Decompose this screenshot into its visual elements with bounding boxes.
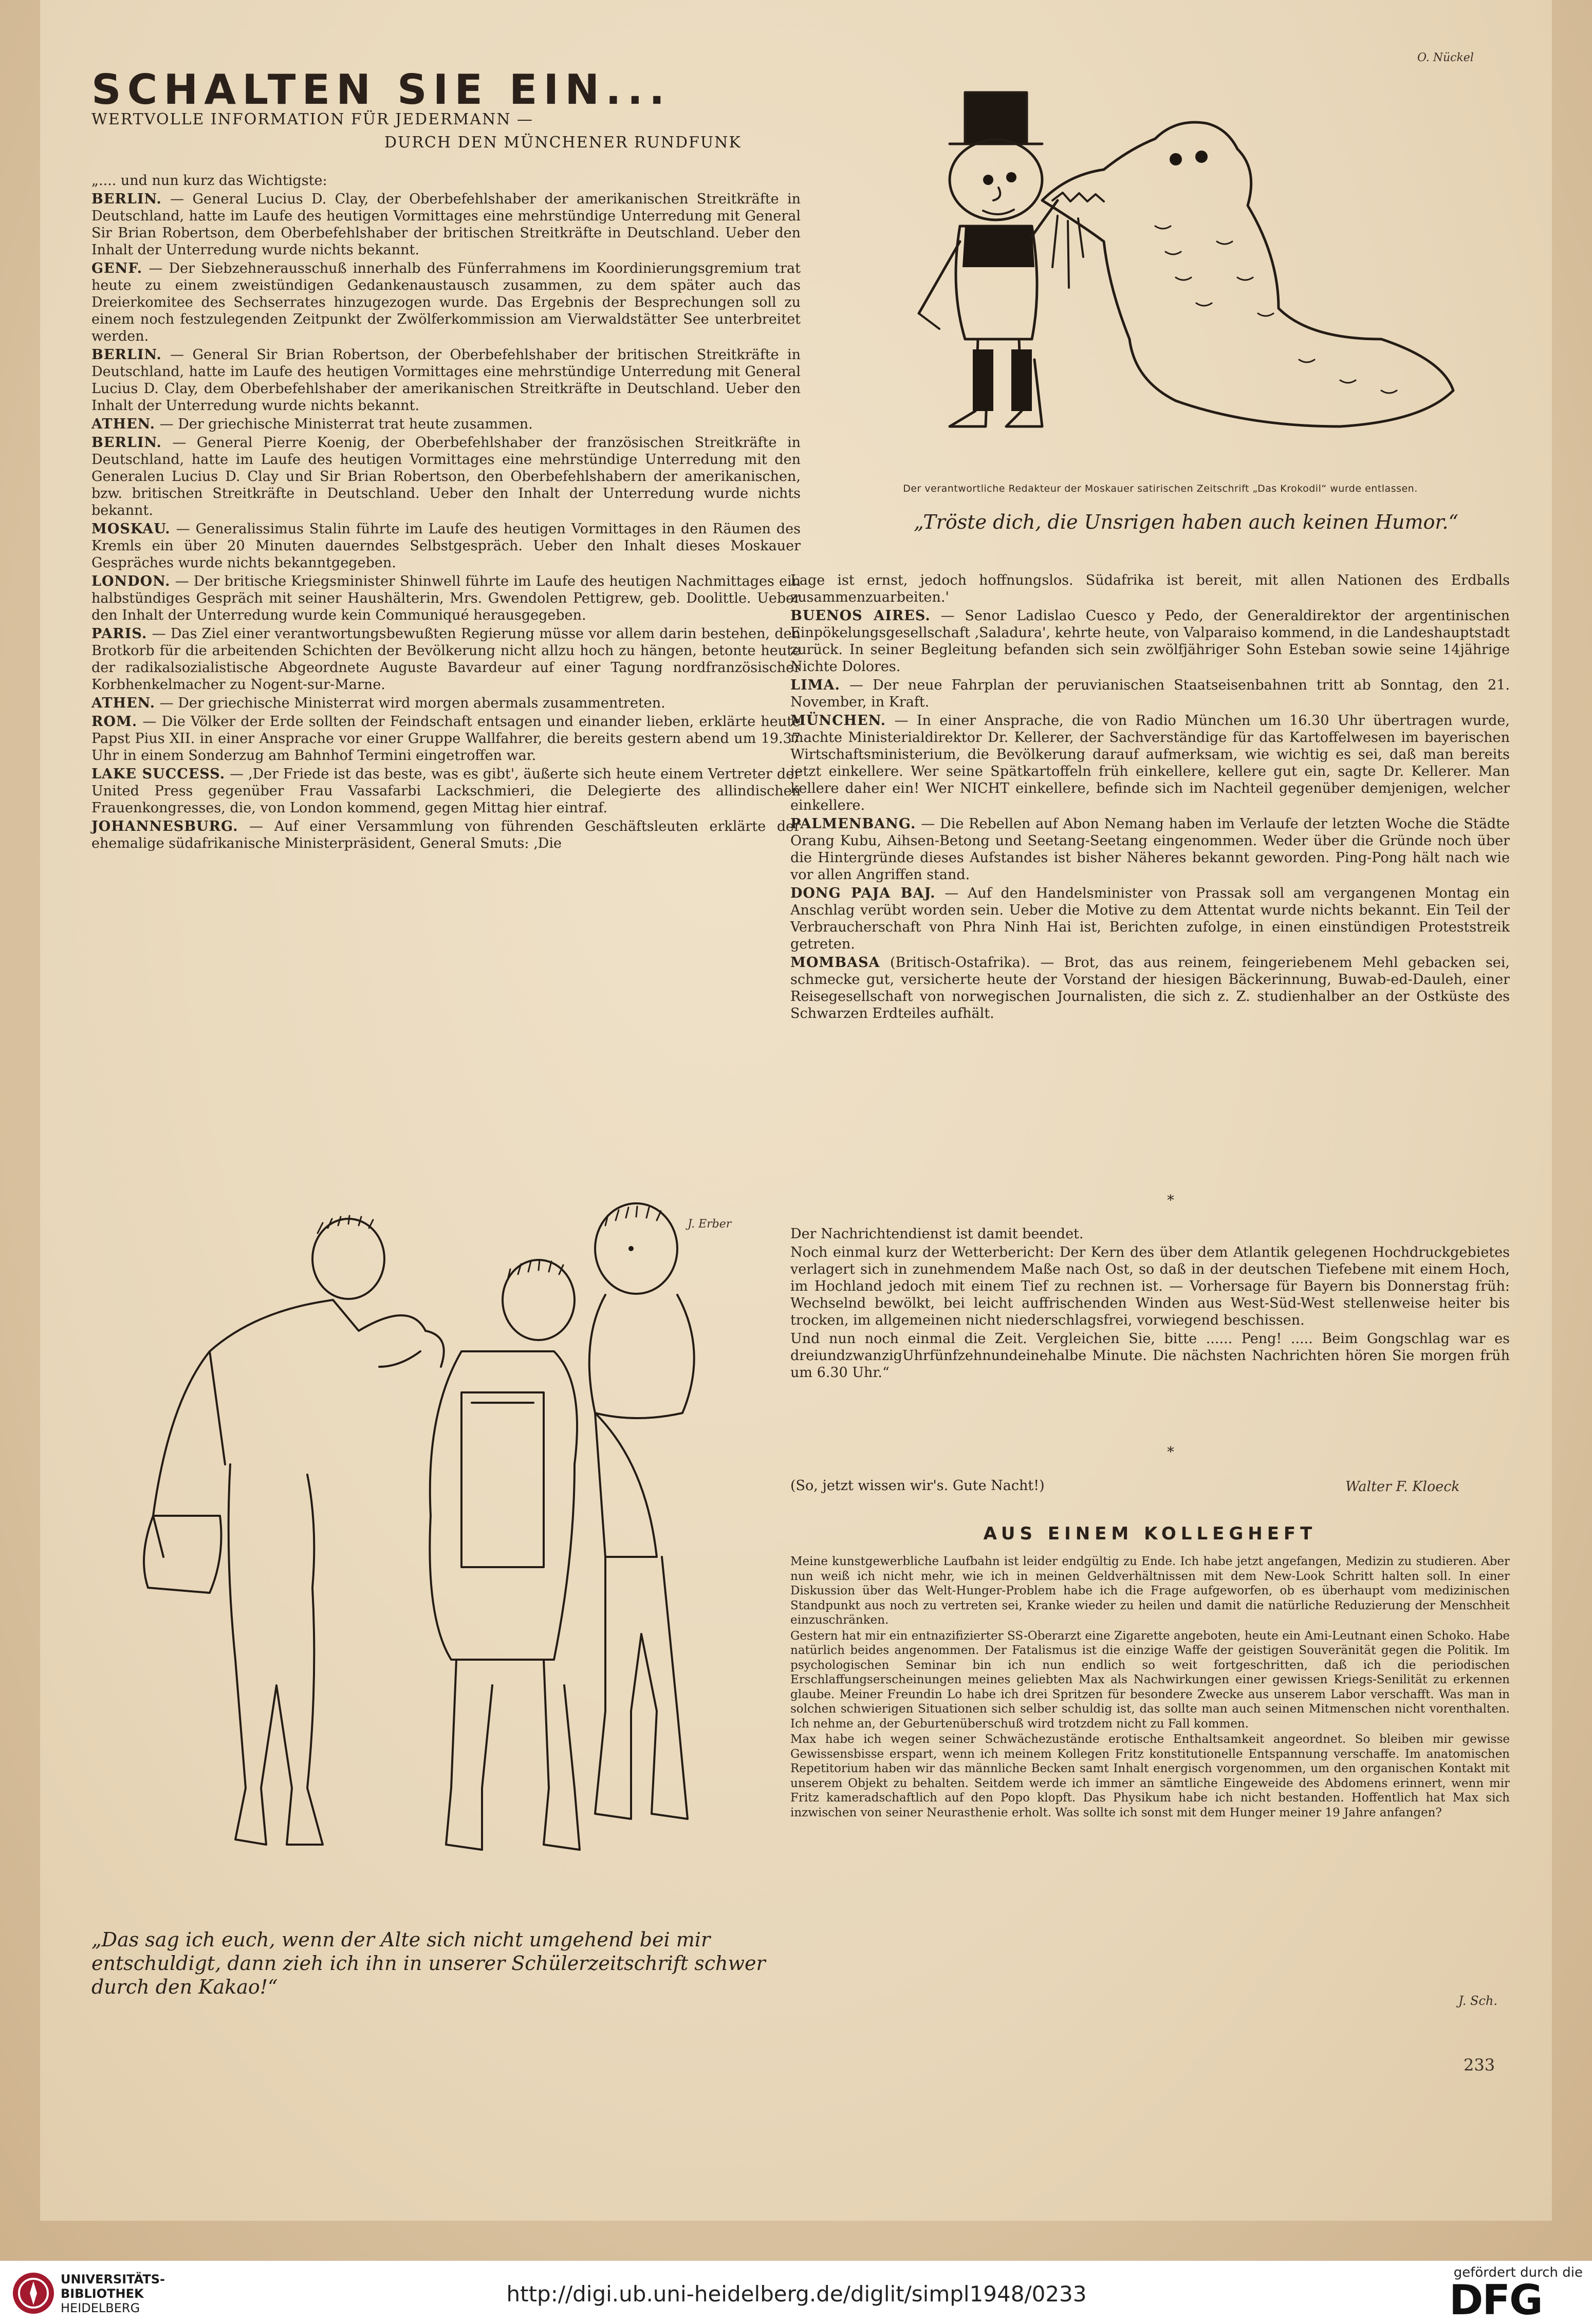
signoff-author: Walter F. Kloeck bbox=[1345, 1479, 1460, 1495]
right-news-text: — Die Rebellen auf Abon Nemang haben im Verlaufe der letzten Woche die Städte Orang Kubu, Aihsen-Betong und Seetang-Seetang eingenommen. Weder über die Gründe noch über die Hintergründe dieses Aufstandes ist bisher Näheres bekannt geworden. Ping-Pong hält nach wie vor allen Angriffen stand. bbox=[790, 816, 1510, 883]
article-headline: SCHALTEN SIE EIN... bbox=[91, 66, 671, 114]
left-news-item bbox=[91, 191, 801, 258]
left-news-dateline: BERLIN. bbox=[91, 347, 162, 363]
right-news-item bbox=[790, 712, 1510, 814]
closing-paragraph: Noch einmal kurz der Wetterbericht: Der Kern des über dem Atlantik gelegenen Hochdruckgebietes verlagert sich in zunehmendem Maße nach Ost, so daß in der deutschen Tiefebene mit einem Hoch, im Hochland jedoch mit einem Tief zu rechnen ist. — Vorhersage für Bayern bis Donnerstag früh: Wechselnd bewölkt, bei leicht auffrischenden Winden aus West-Süd-West stellenweise heiter bis trocken, im allgemeinen nicht niederschlagsfrei, vorwiegend beschissen. bbox=[790, 1244, 1510, 1328]
bottom-cartoon-caption: „Das sag ich euch, wenn der Alte sich nicht umgehend bei mir entschuldigt, dann zieh ich ihn in unserer Schülerzeitschrift schwer durch den Kakao!“ bbox=[91, 1928, 766, 1998]
left-news-item bbox=[91, 434, 801, 519]
right-news-item bbox=[790, 677, 1510, 711]
left-news-dateline: PARIS. bbox=[91, 626, 147, 642]
left-news-text: — Der britische Kriegsminister Shinwell führte im Laufe des heutigen Nachmittages ein halbstündiges Gespräch mit seiner Haushälterin, Mrs. Gwendolen Pettigrew, geb. Doolittle. Ueber den Inhalt der Unterredung wurde kein Communiqué herausgegeben. bbox=[91, 573, 801, 623]
left-news-item bbox=[91, 520, 801, 571]
left-news-item bbox=[91, 818, 801, 852]
kolleg-author: J. Sch. bbox=[1458, 1994, 1497, 2008]
left-news-dateline: ATHEN. bbox=[91, 416, 156, 432]
digitization-footer bbox=[0, 2261, 1592, 2323]
right-news-column bbox=[790, 572, 1510, 1024]
kolleg-paragraph: Max habe ich wegen seiner Schwächezustände erotische Enthaltsamkeit angeordnet. So bleiben mir gewisse Gewissensbisse erspart, wenn ich meinem Kollegen Fritz konstitutionelle Entspannung verschaffe. Im anatomischen Repetitorium haben wir das männliche Becken samt Inhalt energisch vorgenommen, um den organischen Kontakt mit unserem Objekt zu behalten. Seitdem werde ich immer an sämtliche Eingeweide des Abdomens erinnert, wenn mir Fritz kameradschaftlich auf den Popo klopft. Das Physikum habe ich nicht bestanden. Hoffentlich hat Max sich inzwischen von seiner Neurasthenie erholt. Was sollte ich sonst mit dem Hunger meiner 19 Jahre anfangen? bbox=[790, 1733, 1510, 1819]
left-news-dateline: GENF. bbox=[91, 261, 143, 276]
closing-paragraph: Der Nachrichtendienst ist damit beendet. bbox=[790, 1226, 1084, 1242]
left-news-item bbox=[91, 573, 801, 624]
separator-asterisk-1: * bbox=[1167, 1193, 1174, 1209]
intro-line: „.... und nun kurz das Wichtigste: bbox=[91, 173, 327, 189]
right-news-item bbox=[790, 885, 1510, 953]
left-news-text: — General Lucius D. Clay, der Oberbefehlshaber der amerikanischen Streitkräfte in Deutschland, hatte im Laufe des heutigen Vormittages eine mehrstündige Unterredung mit General Sir Brian Robertson, dem Oberbefehlshaber der britischen Streitkräfte in Deutschland. Ueber den Inhalt der Unterredung wurde nichts bekannt. bbox=[91, 191, 801, 258]
left-news-column bbox=[91, 172, 801, 853]
right-news-text: (Britisch-Ostafrika). — Brot, das aus reinem, feingeriebenem Mehl gebacken sei, schmecke gut, versicherte heute der Vorstand der hiesigen Bäckerinnung, Buwab-ed-Dauleh, einer Reisegesellschaft von norwegischen Journalisten, die sich z. Z. studienhalber an der Ostküste des Schwarzen Erdteiles aufhält. bbox=[790, 955, 1510, 1021]
right-news-text: — Auf den Handelsminister von Prassak soll am vergangenen Montag ein Anschlag verübt worden sein. Ueber die Motive zu dem Attentat wurde nichts bekannt. Ein Teil der Verbraucherschaft von Phra Ninh Hai ist, Berichten zufolge, in einen einstündigen Proteststreik getreten. bbox=[790, 885, 1510, 952]
kolleg-body bbox=[790, 1554, 1510, 1821]
left-news-text: — General Pierre Koenig, der Oberbefehlshaber der französischen Streitkräfte in Deutschland, hatte im Laufe des heutigen Vormittages eine mehrstündige Unterredung mit den Generalen Lucius D. Clay und Sir Brian Robertson, den Oberbefehlshabern der amerikanischen, bzw. britischen Streitkräfte in Deutschland. Ueber den Inhalt der Unterredung wurde nichts bekannt. bbox=[91, 435, 801, 518]
bottom-cartoon-artist: J. Erber bbox=[688, 1218, 732, 1231]
left-news-dateline: MOSKAU. bbox=[91, 521, 171, 537]
top-cartoon-artist: O. Nückel bbox=[1417, 51, 1474, 64]
left-news-item bbox=[91, 346, 801, 414]
left-news-dateline: LAKE SUCCESS. bbox=[91, 766, 226, 782]
left-news-text: — General Sir Brian Robertson, der Oberbefehlshaber der britischen Streitkräfte in Deutschland, hatte im Laufe des heutigen Vormittages eine mehrstündige Unterredung mit General Lucius D. Clay, dem Oberbefehlshaber der amerikanischen Streitkräfte in Deutschland. Ueber den Inhalt der Unterredung wurde nichts bekannt. bbox=[91, 347, 801, 414]
right-news-item bbox=[790, 572, 1510, 606]
crocodile-cartoon-illustration bbox=[888, 72, 1505, 468]
kolleg-title: AUS EINEM KOLLEGHEFT bbox=[983, 1523, 1317, 1544]
left-news-text: — Der griechische Ministerrat trat heute zusammen. bbox=[159, 416, 533, 432]
left-news-item bbox=[91, 766, 801, 816]
left-news-dateline: ATHEN. bbox=[91, 695, 156, 711]
left-news-item bbox=[91, 416, 801, 433]
right-news-item bbox=[790, 815, 1510, 883]
source-url-link[interactable]: http://digi.ub.uni-heidelberg.de/diglit/simpl1948/0233 bbox=[506, 2281, 1087, 2307]
left-news-item bbox=[91, 713, 801, 764]
closing-paragraph: Und nun noch einmal die Zeit. Vergleichen Sie, bitte ...... Peng! ..... Beim Gongschlag war es dreiundzwanzigUhrfünfzehnundeinehalbe Minute. Die nächsten Nachrichten hören Sie morgen früh um 6.30 Uhr.“ bbox=[790, 1331, 1510, 1381]
kolleg-paragraph: Gestern hat mir ein entnazifizierter SS-Oberarzt eine Zigarette angeboten, heute ein Ami-Leutnant einen Schoko. Habe natürlich beides angenommen. Der Fatalismus ist die einzige Waffe der geistigen Souveränität gegen die Politik. Im psychologischen Seminar bin ich nun endlich so weit fortgeschritten, daß ich die periodischen Erschlaffungserscheinungen meines geliebten Max als Nachwirkungen einer gewissen Kriegs-Senilität zu erkennen glaube. Meiner Freundin Lo habe ich drei Spritzen für besondere Zwecke aus unserem Labor verschafft. Was man in solchen schwierigen Situationen sich selber schuldig ist, das sollte man auch seinen Mitmenschen nicht vorenthalten. Ich nehme an, der Geburtenüberschuß wird trotzdem nicht zu Fall kommen. bbox=[790, 1629, 1510, 1731]
left-news-text: — Generalissimus Stalin führte im Laufe des heutigen Vormittages in den Räumen des Kremls ein über 20 Minuten dauerndes Selbstgespräch. Ueber den Inhalt dieses Moskauer Gespräches wurde nichts bekanntgegeben. bbox=[91, 521, 801, 571]
left-news-text: — Auf einer Versammlung von führenden Geschäftsleuten erklärte der ehemalige südafrikanische Ministerpräsident, General Smuts: ‚Die bbox=[91, 819, 801, 851]
sponsor-text: gefördert durch die bbox=[1453, 2265, 1583, 2280]
separator-asterisk-2: * bbox=[1167, 1444, 1174, 1460]
left-news-text: — Das Ziel einer verantwortungsbewußten Regierung müsse vor allem darin bestehen, den Brotkorb für die arbeitenden Schichten der Bevölkerung nicht allzu hoch zu hängen, betonte heute der radikalsozialistische Abgeordnete Auguste Bavardeur auf einer Tagung nordfranzösischer Korbhenkelmacher zu Nogent-sur-Marne. bbox=[91, 626, 801, 693]
closing-section bbox=[790, 1225, 1510, 1383]
right-news-item bbox=[790, 607, 1510, 675]
right-news-text: — Senor Ladislao Cuesco y Pedo, der Generaldirektor der argentinischen Einpökelungsgesellschaft ‚Saladura', kehrte heute, von Valparaiso kommend, in die Landeshauptstadt zurück. In seiner Begleitung befanden sich sein zwölfjähriger Sohn Esteban sowie seine 14jährige Nichte Dolores. bbox=[790, 608, 1510, 675]
left-news-item bbox=[91, 260, 801, 345]
right-news-dateline: MÜNCHEN. bbox=[790, 713, 886, 729]
top-cartoon-caption-small: Der verantwortliche Redakteur der Moskauer satirischen Zeitschrift „Das Krokodil“ wurde entlassen. bbox=[903, 483, 1418, 494]
left-news-dateline: JOHANNESBURG. bbox=[91, 819, 238, 834]
right-news-text: Lage ist ernst, jedoch hoffnungslos. Südafrika ist bereit, mit allen Nationen des Erdballs zusammenzuarbeiten.' bbox=[790, 572, 1510, 605]
right-news-dateline: MOMBASA bbox=[790, 955, 880, 971]
page-number: 233 bbox=[1464, 2055, 1495, 2075]
schoolboys-cartoon-illustration bbox=[91, 1197, 790, 1927]
right-news-dateline: PALMENBANG. bbox=[790, 816, 916, 832]
right-news-dateline: DONG PAJA BAJ. bbox=[790, 885, 936, 901]
right-news-dateline: LIMA. bbox=[790, 677, 840, 693]
right-news-text: — In einer Ansprache, die von Radio München um 16.30 Uhr übertragen wurde, machte Ministerialdirektor Dr. Kellerer, der Sachverständige für das Kartoffelwesen im bayerischen Wirtschaftsministerium, die Bevölkerung darauf aufmerksam, wie wichtig es sei, daß man bereits jetzt einkellere. Wer seine Spätkartoffeln früh einkellere, kellere gut ein, sagte Dr. Kellerer. Man kellere daher ein! Wer NICHT einkellere, befinde sich im Nachteil gegenüber demjenigen, welcher einkellere. bbox=[790, 713, 1510, 813]
library-name bbox=[61, 2272, 165, 2315]
university-seal-icon bbox=[10, 2270, 57, 2316]
library-line-1: UNIVERSITÄTS- bbox=[61, 2272, 165, 2286]
left-news-dateline: BERLIN. bbox=[91, 191, 162, 207]
left-news-item bbox=[91, 625, 801, 693]
left-news-item bbox=[91, 695, 801, 712]
library-line-2: BIBLIOTHEK bbox=[61, 2286, 144, 2301]
dfg-logo: DFG bbox=[1449, 2276, 1542, 2324]
right-news-text: — Der neue Fahrplan der peruvianischen Staatseisenbahnen tritt ab Sonntag, den 21. November, in Kraft. bbox=[790, 677, 1510, 710]
left-news-text: — Der griechische Ministerrat wird morgen abermals zusammentreten. bbox=[159, 695, 665, 711]
magazine-page bbox=[40, 0, 1552, 2221]
right-news-dateline: BUENOS AIRES. bbox=[790, 608, 931, 624]
top-cartoon-caption: „Tröste dich, die Unsrigen haben auch keinen Humor.“ bbox=[914, 511, 1458, 533]
article-subhead-line-1: WERTVOLLE INFORMATION FÜR JEDERMANN — bbox=[91, 110, 534, 128]
left-news-text: — ‚Der Friede ist das beste, was es gibt', äußerte sich heute einem Vertreter der United Press gegenüber Frau Vassafarbi Lackschmieri, die Delegierte des allindischen Frauenkongresses, die, von London kommend, gegen Mittag hier eintraf. bbox=[91, 766, 801, 816]
signoff-text: (So, jetzt wissen wir's. Gute Nacht!) bbox=[790, 1478, 1045, 1494]
left-news-dateline: LONDON. bbox=[91, 573, 171, 589]
left-news-text: — Die Völker der Erde sollten der Feindschaft entsagen und einander lieben, erklärte heute Papst Pius XII. in einer Ansprache vor einer Gruppe Wallfahrer, die bereits gestern abend um 19.37 Uhr in einem Sonderzug am Bahnhof Termini eingetroffen war. bbox=[91, 714, 801, 764]
left-news-dateline: ROM. bbox=[91, 714, 138, 730]
left-news-text: — Der Siebzehnerausschuß innerhalb des Fünferrahmens im Koordinierungsgremium trat heute zu einem zweistündigen Gedankenaustausch zusammen, zu dem später auch das Dreierkomitee des Sechserrates hinzugezogen wurde. Das Ergebnis der Besprechungen soll zu einem noch festzulegenden Zeitpunkt der Zwölferkommission am Vierwaldstätter See unterbreitet werden. bbox=[91, 261, 801, 344]
kolleg-paragraph: Meine kunstgewerbliche Laufbahn ist leider endgültig zu Ende. Ich habe jetzt angefangen, Medizin zu studieren. Aber nun weiß ich nicht mehr, wie ich in meinen Geldverhältnissen mit dem New-Look Schritt halten soll. In einer Diskussion über das Welt-Hunger-Problem habe ich die Frage aufgeworfen, ob es überhaupt vom medizinischen Standpunkt aus noch zu vertreten sei, Kranke wieder zu heilen und damit die natürliche Reduzierung der Menschheit einzuschränken. bbox=[790, 1555, 1510, 1627]
article-subhead-line-2: DURCH DEN MÜNCHENER RUNDFUNK bbox=[384, 134, 742, 152]
right-news-item bbox=[790, 954, 1510, 1022]
left-news-dateline: BERLIN. bbox=[91, 435, 162, 451]
library-line-3: HEIDELBERG bbox=[61, 2301, 140, 2315]
